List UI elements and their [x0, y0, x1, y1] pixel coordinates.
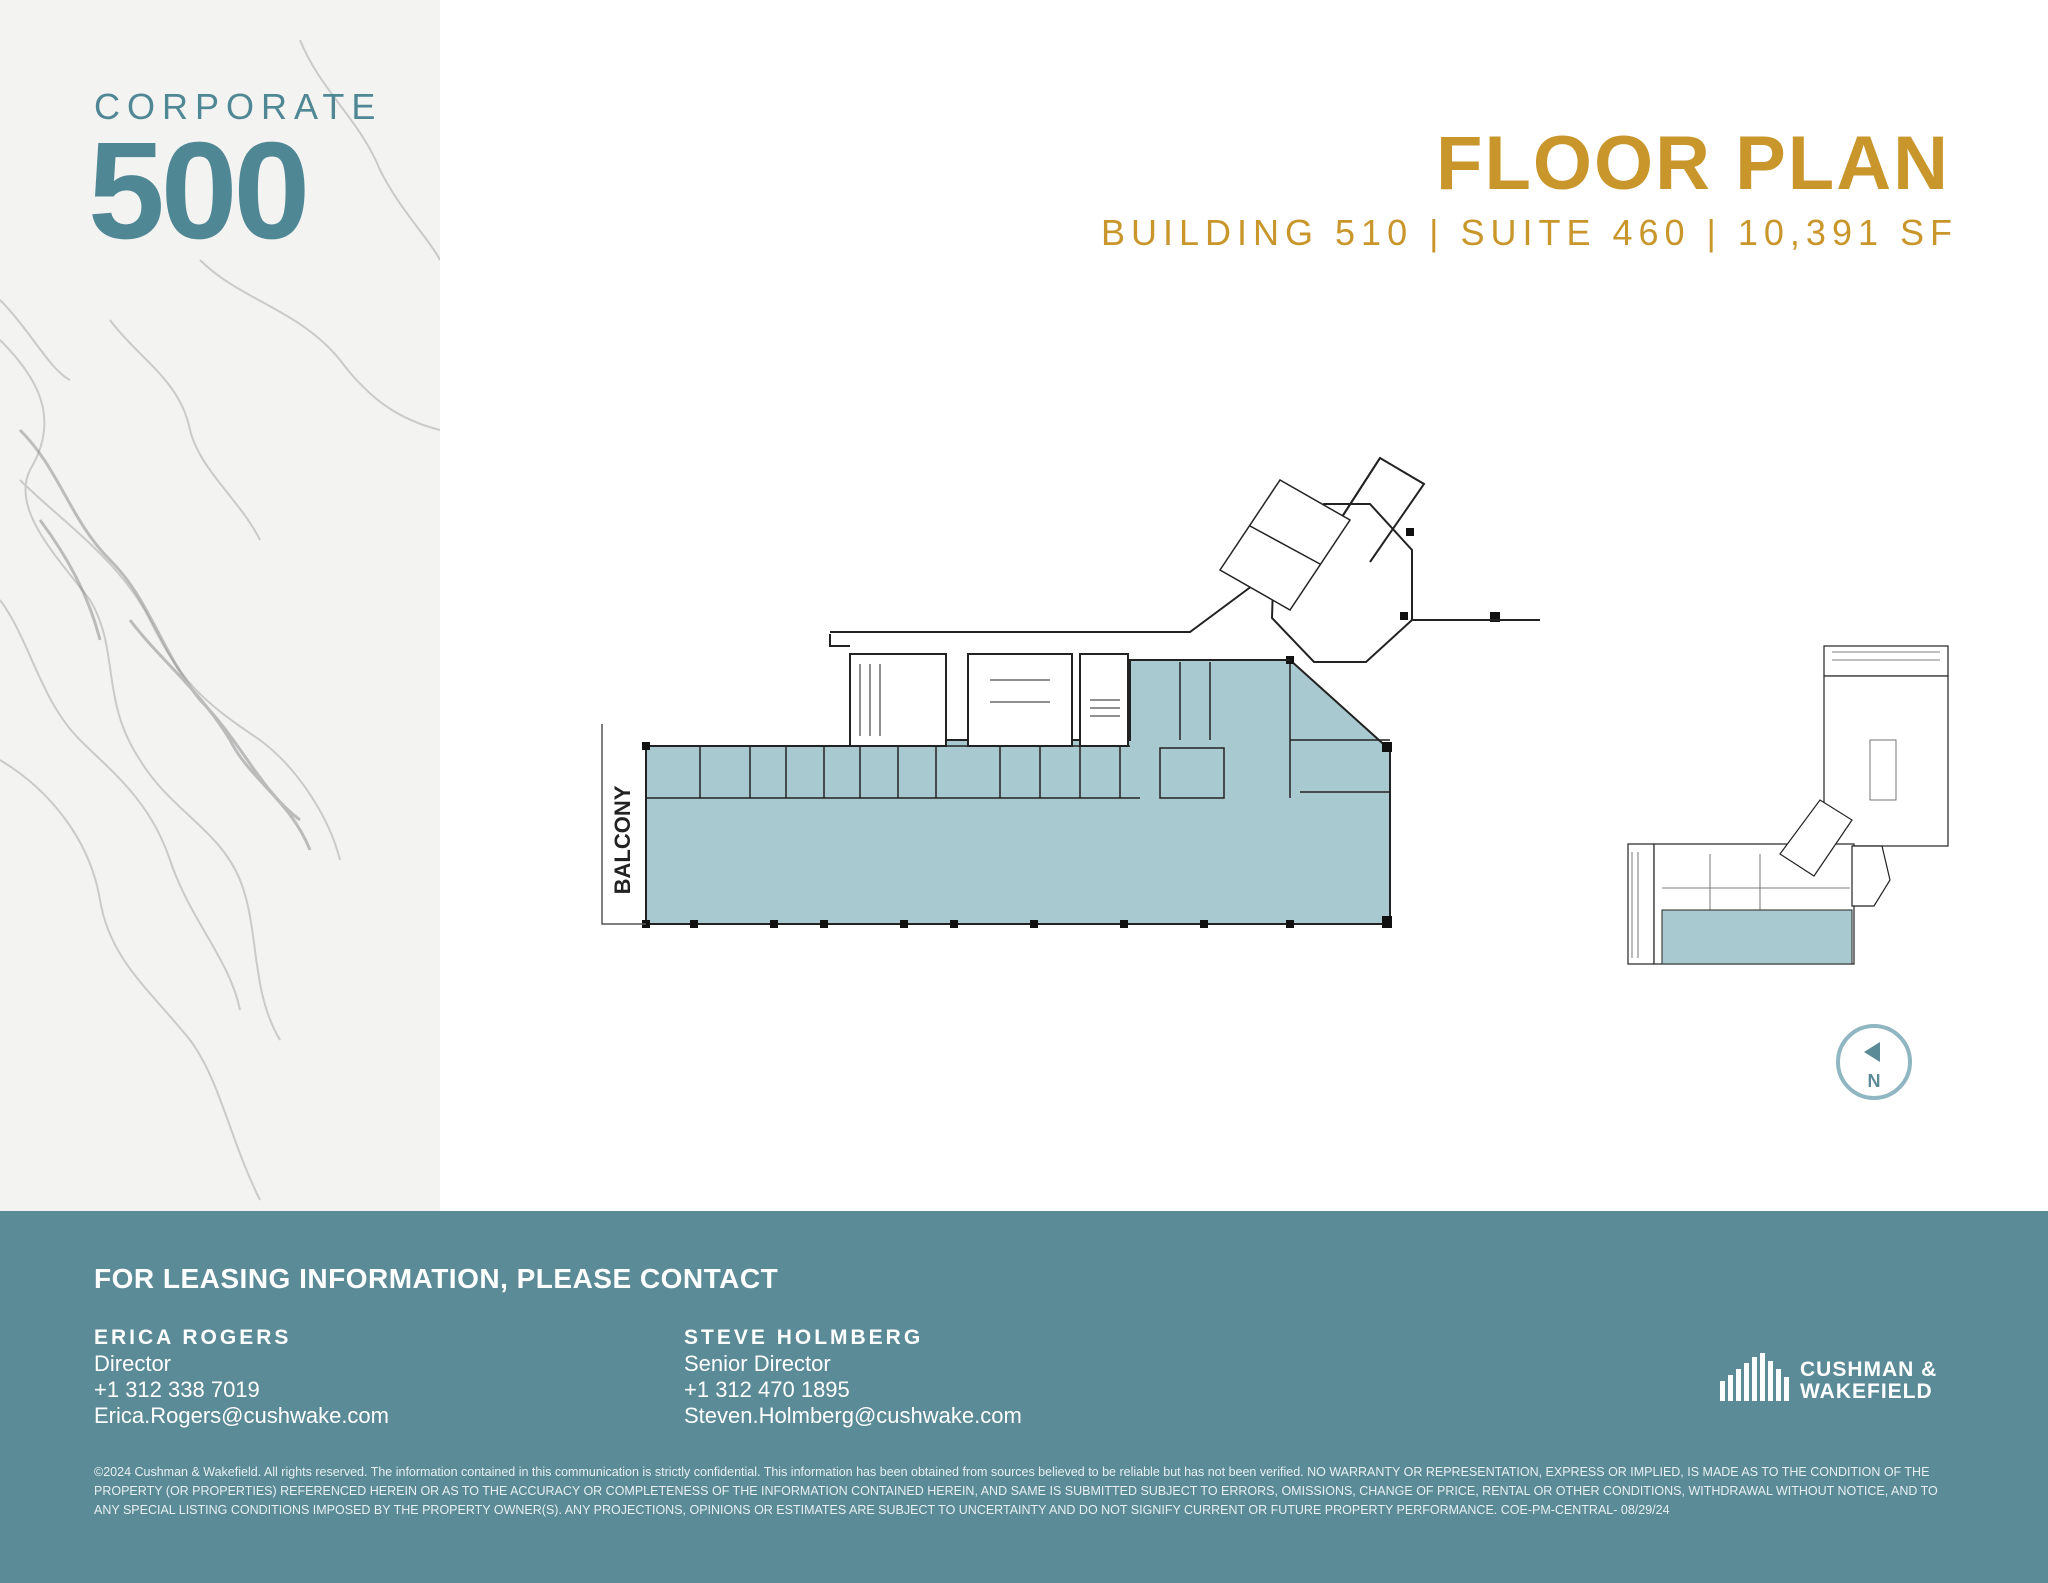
key-plan-highlight: [1662, 910, 1852, 964]
contact-heading: FOR LEASING INFORMATION, PLEASE CONTACT: [94, 1263, 779, 1294]
agent-email[interactable]: Erica.Rogers@cushwake.com: [94, 1403, 389, 1428]
agent-card: [94, 1325, 389, 1429]
page-subtitle: BUILDING 510 | SUITE 460 | 10,391 SF: [1100, 212, 1958, 253]
legal-disclaimer: ©2024 Cushman & Wakefield. All rights reserved. The information contained in this communication is strictly confidential. This information has been obtained from sources believed to be reliable but has not been verified. NO WARRANTY OR REPRESENTATION, EXPRESS OR IMPLIED, IS MADE AS TO THE CONDITION OF THE PROPERTY (OR PROPERTIES) REFERENCED HEREIN OR AS TO THE ACCURACY OR COMPLETENESS OF THE INFORMATION CONTAINED HEREIN, AND SAME IS SUBMITTED SUBJECT TO ERRORS, OMISSIONS, CHANGE OF PRICE, RENTAL OR OTHER CONDITIONS, WITHDRAWAL WITHOUT NOTICE, AND TO ANY SPECIAL LISTING CONDITIONS IMPOSED BY THE PROPERTY OWNER(S). ANY PROJECTIONS, OPINIONS OR ESTIMATES ARE SUBJECT TO UNCERTAINTY AND DO NOT SIGNIFY CURRENT OR FUTURE PROPERTY PERFORMANCE. COE-PM-CENTRAL- 08/29/24: [94, 1465, 1938, 1517]
north-arrow-icon: [1834, 1022, 1914, 1102]
agent-name: STEVE HOLMBERG: [684, 1326, 924, 1349]
building-logo-icon: [1718, 1351, 1794, 1401]
compass-label: N: [1867, 1071, 1881, 1091]
company-logo-text: [1800, 1359, 1937, 1403]
agent-name: ERICA ROGERS: [94, 1326, 292, 1349]
agent-phone[interactable]: +1 312 338 7019: [94, 1377, 260, 1402]
brand-top-word: CORPORATE: [94, 86, 383, 127]
agent-title: Senior Director: [684, 1351, 831, 1376]
balcony-label: BALCONY: [610, 785, 635, 895]
agent-card: [684, 1325, 1022, 1429]
agent-title: Director: [94, 1351, 172, 1376]
logo-line-1: CUSHMAN &: [1800, 1358, 1938, 1381]
brand-number: 500: [88, 114, 307, 268]
agent-email[interactable]: Steven.Holmberg@cushwake.com: [684, 1403, 1022, 1428]
logo-line-2: WAKEFIELD: [1800, 1380, 1933, 1403]
key-plan: [1620, 640, 1960, 970]
agent-phone[interactable]: +1 312 470 1895: [684, 1377, 850, 1402]
footer: [0, 1211, 2048, 1583]
page-title: FLOOR PLAN: [1436, 121, 1950, 206]
floor-plan: [580, 440, 1560, 960]
